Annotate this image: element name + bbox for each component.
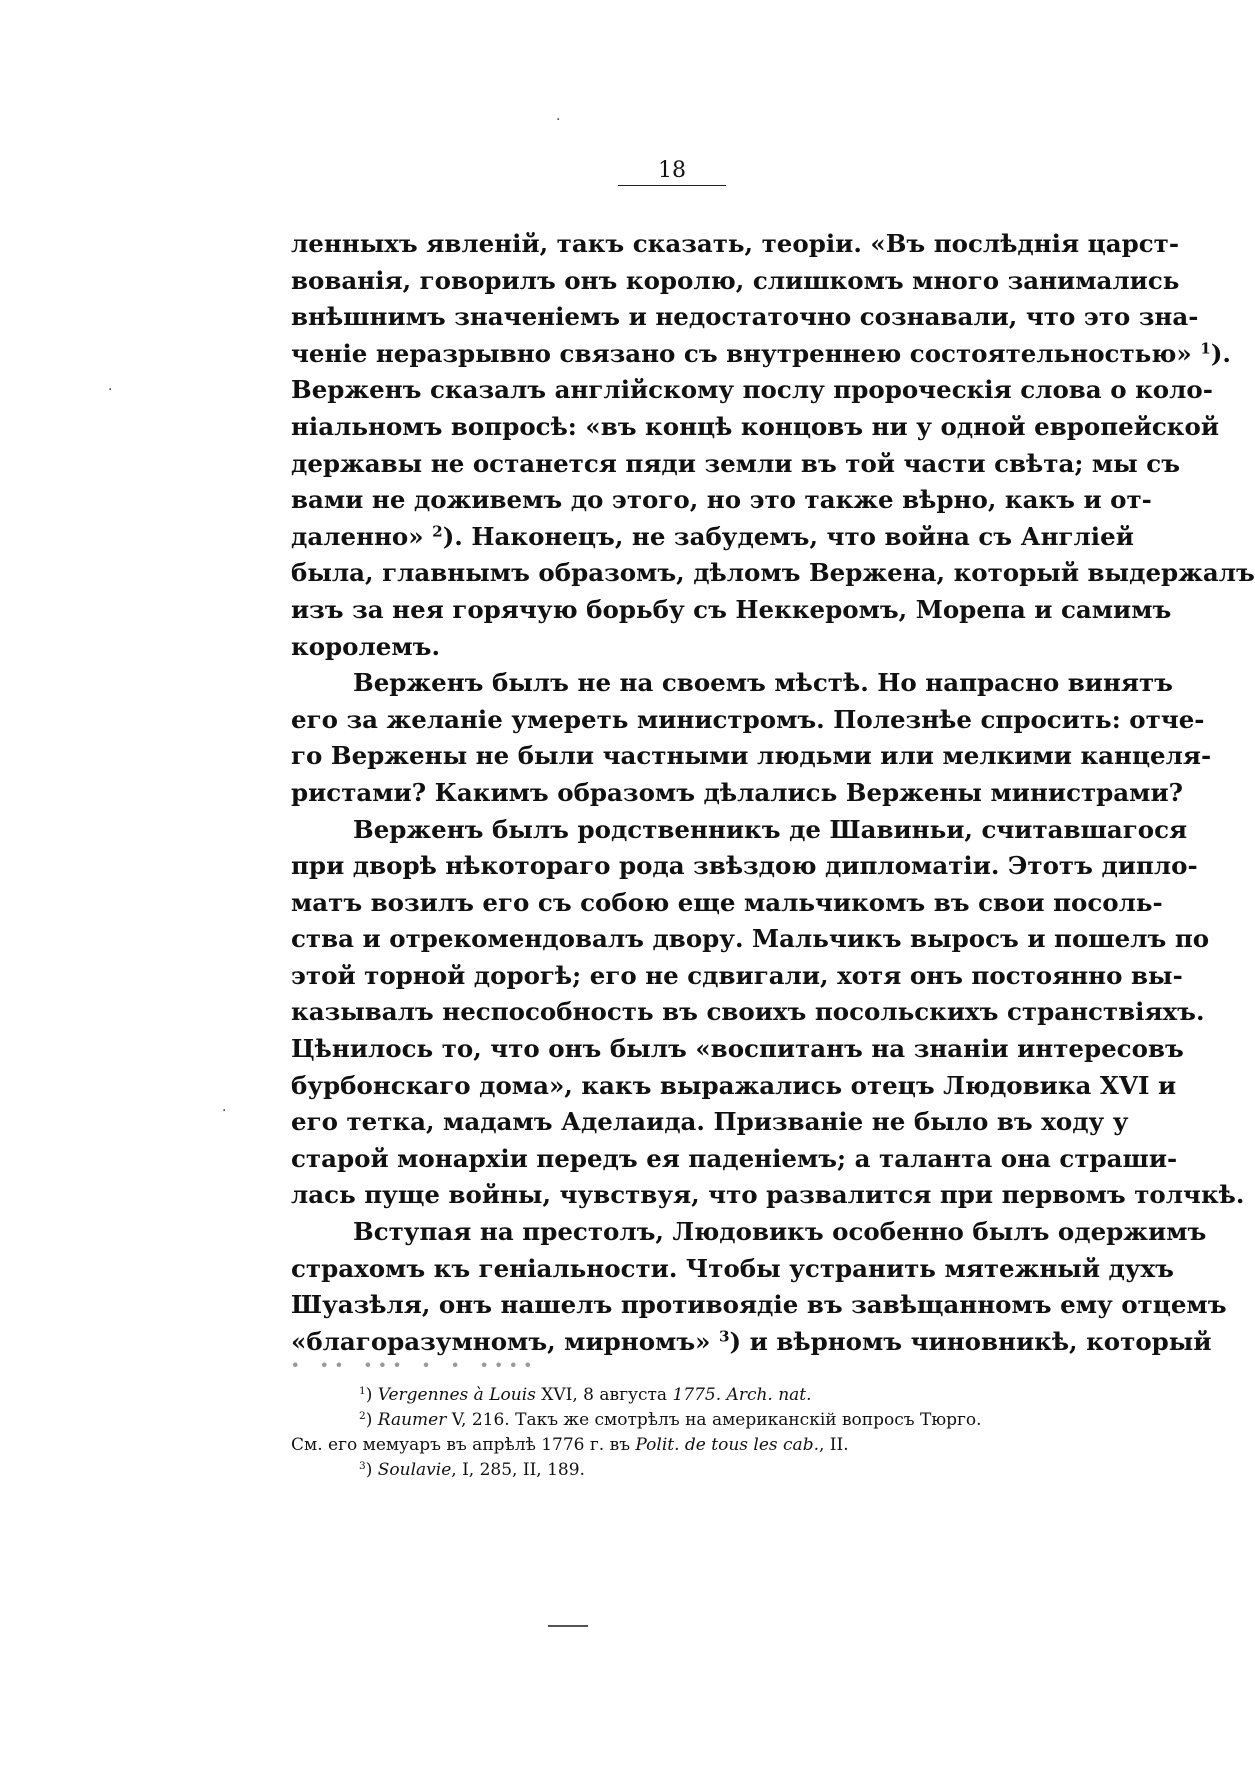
text-line: вованiя, говорилъ онъ королю, слишкомъ много занимались — [291, 265, 1180, 295]
footnote-number: 3 — [359, 1460, 366, 1473]
text-line: Верженъ былъ родственникъ де Шавиньи, считавшагося — [353, 814, 1188, 844]
text-line: страхомъ къ генiальности. Чтобы устранить мятежный духъ — [291, 1253, 1174, 1283]
text-line: лась пуще войны, чувствуя, что развалится при первомъ толчкѣ. — [291, 1180, 1245, 1210]
footnote-number: 2 — [359, 1410, 366, 1423]
footnote-1: $^1$) Vergennes à Louis XVI, 8 августа 1775. Arch. nat. — [359, 1385, 812, 1405]
footnote-2-continued — [291, 1433, 1085, 1458]
text-fragment: «благоразумномъ, мирномъ» — [291, 1326, 719, 1356]
text-fragment: даленно» — [291, 521, 433, 551]
footnote-text: , I, 285, II, 189. — [451, 1460, 585, 1480]
text-line: нiальномъ вопросѣ: «въ концѣ концовъ ни у одной европейской — [291, 411, 1220, 441]
scan-speck: · — [222, 1103, 227, 1119]
text-line: его тетка, мадамъ Аделаида. Призванiе не было въ ходу у — [291, 1107, 1129, 1137]
text-line: Цѣнилось то, что онъ былъ «воспитанъ на знанiи интересовъ — [291, 1034, 1184, 1064]
footnote-2: $^2$) Raumer V, 216. Такъ же смотрѣлъ на американскiй вопросъ Тюрго. — [359, 1410, 982, 1430]
text-line — [291, 519, 1134, 556]
text-line: королемъ. — [291, 631, 440, 661]
text-line: Верженъ сказалъ англiйскому послу пророческiя слова о коло- — [291, 375, 1213, 405]
footnote-ref-3: 3 — [718, 1327, 730, 1346]
text-line: изъ за нея горячую борьбу съ Неккеромъ, Морепа и самимъ — [291, 594, 1172, 624]
footnote-text: XVI, 8 августа — [535, 1385, 673, 1405]
text-line: матъ возилъ его съ собою еще мальчикомъ въ свои посоль- — [291, 887, 1163, 917]
footnote-number: 1 — [359, 1385, 366, 1398]
footnote-source: Soulavie — [377, 1460, 452, 1480]
body-text — [291, 226, 1255, 1380]
text-line: державы не останется пяди земли въ той части свѣта; мы съ — [291, 448, 1180, 478]
page-number: 18 — [618, 158, 726, 186]
footnote-source: Vergennes à Louis — [377, 1385, 536, 1405]
text-line: Верженъ былъ не на своемъ мѣстѣ. Но напрасно винятъ — [353, 668, 1173, 698]
paren: ) — [442, 521, 455, 551]
footnote-3: $^3$) Soulavie, I, 285, II, 189. — [359, 1460, 585, 1480]
text-line: бурбонскаго дома», какъ выражались отецъ Людовика XVI и — [291, 1070, 1177, 1100]
footnote-text: См. его мемуаръ въ апрѣлѣ 1776 г. въ — [291, 1435, 636, 1455]
footnote-source: Polit. de tous les cab. — [635, 1435, 819, 1455]
scan-speck: · — [108, 382, 113, 398]
text-fragment: ченiе неразрывно связано съ внутреннею состоятельностью» — [291, 338, 1201, 368]
scan-mark-bottom — [548, 1625, 588, 1627]
paren: ) — [1210, 338, 1223, 368]
text-line: при дворѣ нѣкотораго рода звѣздою дипломатiи. Этотъ дипло- — [291, 851, 1198, 881]
text-line: внѣшнимъ значенiемъ и недостаточно сознавали, что это зна- — [291, 302, 1199, 332]
footnote-source: Raumer — [377, 1410, 447, 1430]
footnote-ref-2: 2 — [432, 522, 443, 541]
text-line: ленныхъ явленiй, такъ сказать, теорiи. «Въ послѣднiя царст- — [291, 229, 1179, 258]
text-line: Вступая на престолъ, Людовикъ особенно былъ одержимъ — [353, 1217, 1207, 1247]
scan-speck: · — [556, 112, 561, 128]
footnote-text: V, 216. Такъ же смотрѣлъ на американскiй вопросъ Тюрго. — [446, 1410, 982, 1430]
text-line: этой торной дорогѣ; его не сдвигали, хотя онъ постоянно вы- — [291, 960, 1183, 990]
footnotes — [291, 1383, 1085, 1483]
text-line: Шуазѣля, онъ нашелъ противоядiе въ завѣщанномъ ему отцемъ — [291, 1290, 1227, 1320]
footnote-text: , II. — [818, 1435, 849, 1455]
text-line: ристами? Какимъ образомъ дѣлались Вержены министрами? — [291, 777, 1183, 807]
text-line: ченiе неразрывно связано съ внутреннею состоятельностью» $^1$). — [291, 338, 1231, 368]
text-fragment: и вѣрномъ чиновникѣ, который — [741, 1326, 1212, 1356]
text-line: его за желанiе умереть министромъ. Полезнѣе спросить: отче- — [291, 704, 1205, 734]
text-line: была, главнымъ образомъ, дѣломъ Вержена, который выдержалъ — [291, 558, 1255, 588]
text-line: казывалъ неспособность въ своихъ посольскихъ странствiяхъ. — [291, 997, 1205, 1027]
page-number-wrap — [612, 158, 732, 186]
footnote-ref-1: 1 — [1200, 339, 1211, 358]
text-line: ства и отрекомендовалъ двору. Мальчикъ выросъ и пошелъ по — [291, 924, 1210, 954]
text-line: старой монархiи передъ ея паденiемъ; а таланта она страши- — [291, 1143, 1178, 1173]
text-fragment: . Наконецъ, не забудемъ, что война съ Англiей — [454, 521, 1134, 551]
text-line: го Вержены не были частными людьми или мелкими канцеля- — [291, 741, 1212, 771]
text-line: вами не доживемъ до этого, но это также вѣрно, какъ и от- — [291, 485, 1152, 515]
paren: ) — [729, 1326, 742, 1356]
truncated-line: · ·· ··· · · ···· — [291, 1350, 539, 1380]
footnote-source: 1775. Arch. nat. — [672, 1385, 812, 1405]
